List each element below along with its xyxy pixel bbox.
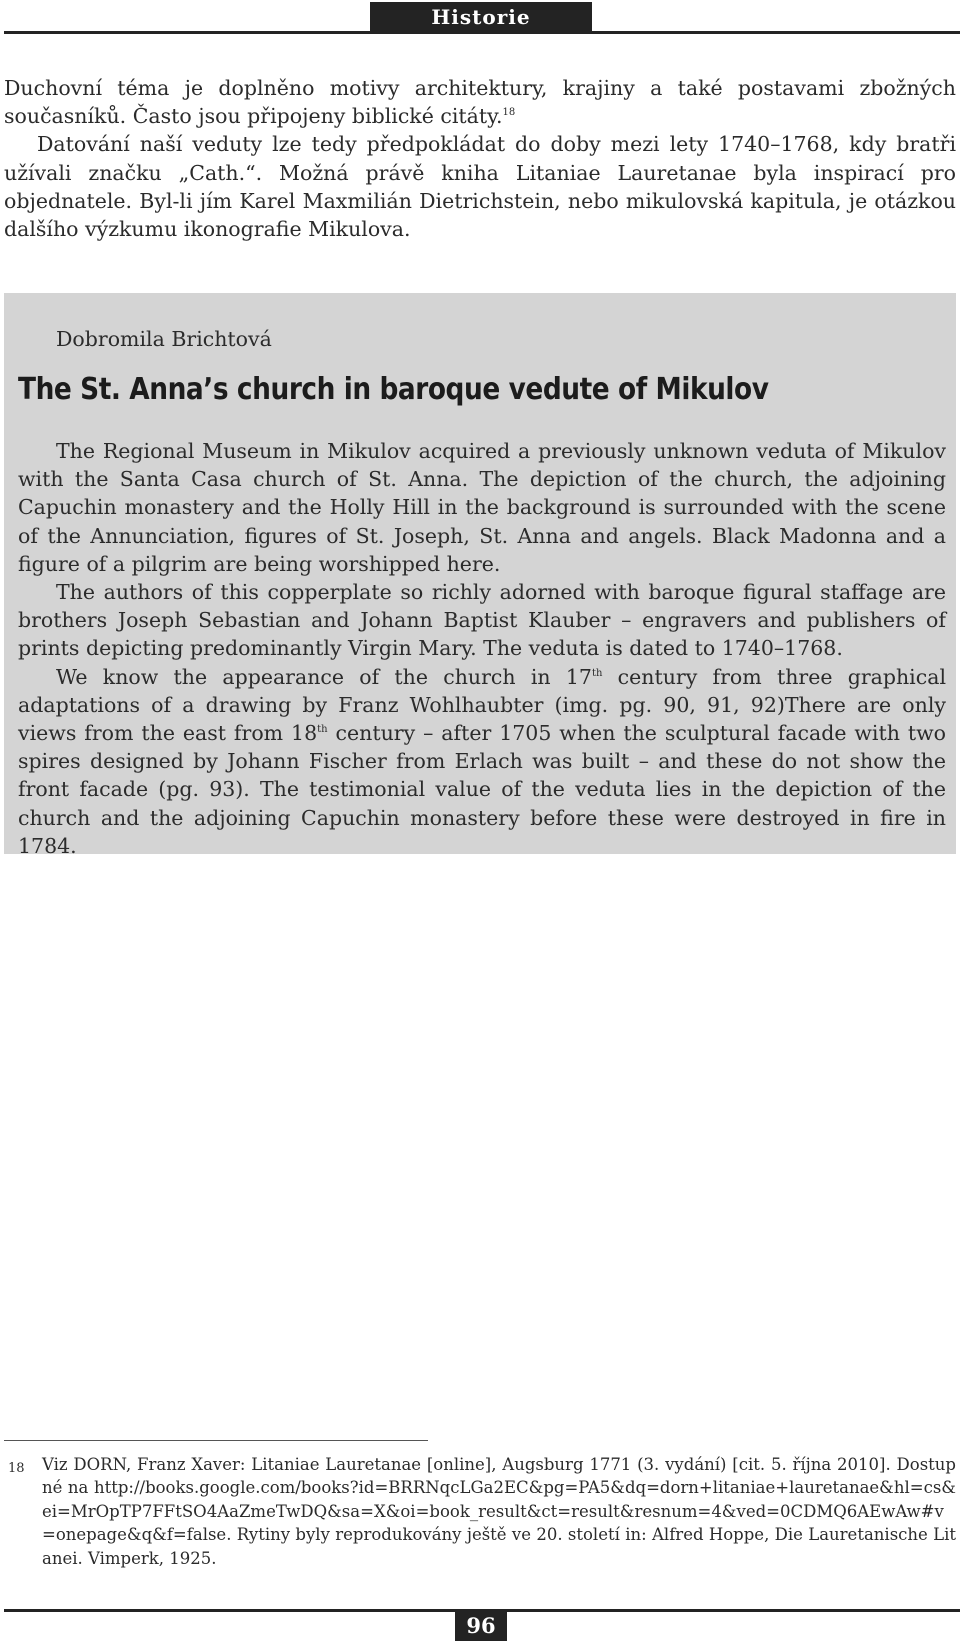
body-paragraph-1: Duchovní téma je doplněno motivy architektury, krajiny a také postavami zbožných současníků. Často jsou připojeny biblické citáty.$^{18}$ (4, 76, 956, 129)
abstract-text (18, 437, 946, 860)
main-body-text (4, 74, 956, 243)
footnote-reference[interactable]: 18 (502, 107, 516, 119)
abstract-paragraph-3: We know the appearance of the church in 17th century from three graphical adaptations of a drawing by Franz Wohlhaubter (img. pg. 90, 91, 92)There are only views from the east from 18th century – after 1705 when the sculptural facade with two spires designed by Johann Fischer from Erlach was built – and these do not show the front facade (pg. 93). The testimonial value of the veduta lies in the depiction of the church and the adjoining Capuchin monastery before these were destroyed in fire in 1784. (18, 664, 946, 858)
abstract-author: Dobromila Brichtová (56, 327, 272, 351)
section-header-tab (370, 2, 592, 32)
header-rule (4, 31, 960, 34)
page-number-box (455, 1609, 507, 1641)
body-paragraph-2: Datování naší veduty lze tedy předpokládat do doby mezi lety 1740–1768, kdy bratři užívali značku „Cath.“. Možná právě kniha Litaniae Lauretanae byla inspirací pro objednatele. Byl-li jím Karel Maxmilián Dietrichstein, nebo mikulovská kapitula, je otázkou dalšího výzkumu ikonografie Mikulova. (4, 132, 956, 242)
page-number: 96 (466, 1612, 496, 1638)
footnote-number: 18 (8, 1461, 25, 1476)
abstract-paragraph-2: The authors of this copperplate so richly adorned with baroque figural staffage are brothers Joseph Sebastian and Johann Baptist Klauber – engravers and publishers of prints depicting predominantly Virgin Mary. The veduta is dated to 1740–1768. (18, 580, 946, 661)
abstract-title: The St. Anna’s church in baroque vedute of Mikulov (18, 372, 769, 407)
section-label: Historie (431, 5, 531, 29)
footnote (4, 1453, 956, 1570)
footnote-rule (4, 1440, 428, 1441)
footnote-text[interactable]: Viz DORN, Franz Xaver: Litaniae Lauretanae [online], Augsburg 1771 (3. vydání) [cit. 5. října 2010]. Dostupné na http://books.google.com/books?id=BRRNqcLGa2EC&pg=PA5&dq=dorn+litaniae+lauretanae&hl=cs&ei=MrOpTP7FFtSO4AaZmeTwDQ&sa=X&oi=book_result&ct=result&resnum=4&ved=0CDMQ6AEwAw#v=onepage&q&f=false. Rytiny byly reprodukovány ještě ve 20. století in: Alfred Hoppe, Die Lauretanische Litanei. Vimperk, 1925. (42, 1455, 956, 1568)
english-abstract-box (4, 293, 956, 858)
abstract-paragraph-1: The Regional Museum in Mikulov acquired a previously unknown veduta of Mikulov with the Santa Casa church of St. Anna. The depiction of the church, the adjoining Capuchin monastery and the Holly Hill in the background is surrounded with the scene of the Annunciation, figures of St. Joseph, St. Anna and angels. Black Madonna and a figure of a pilgrim are being worshipped here. (18, 439, 946, 576)
